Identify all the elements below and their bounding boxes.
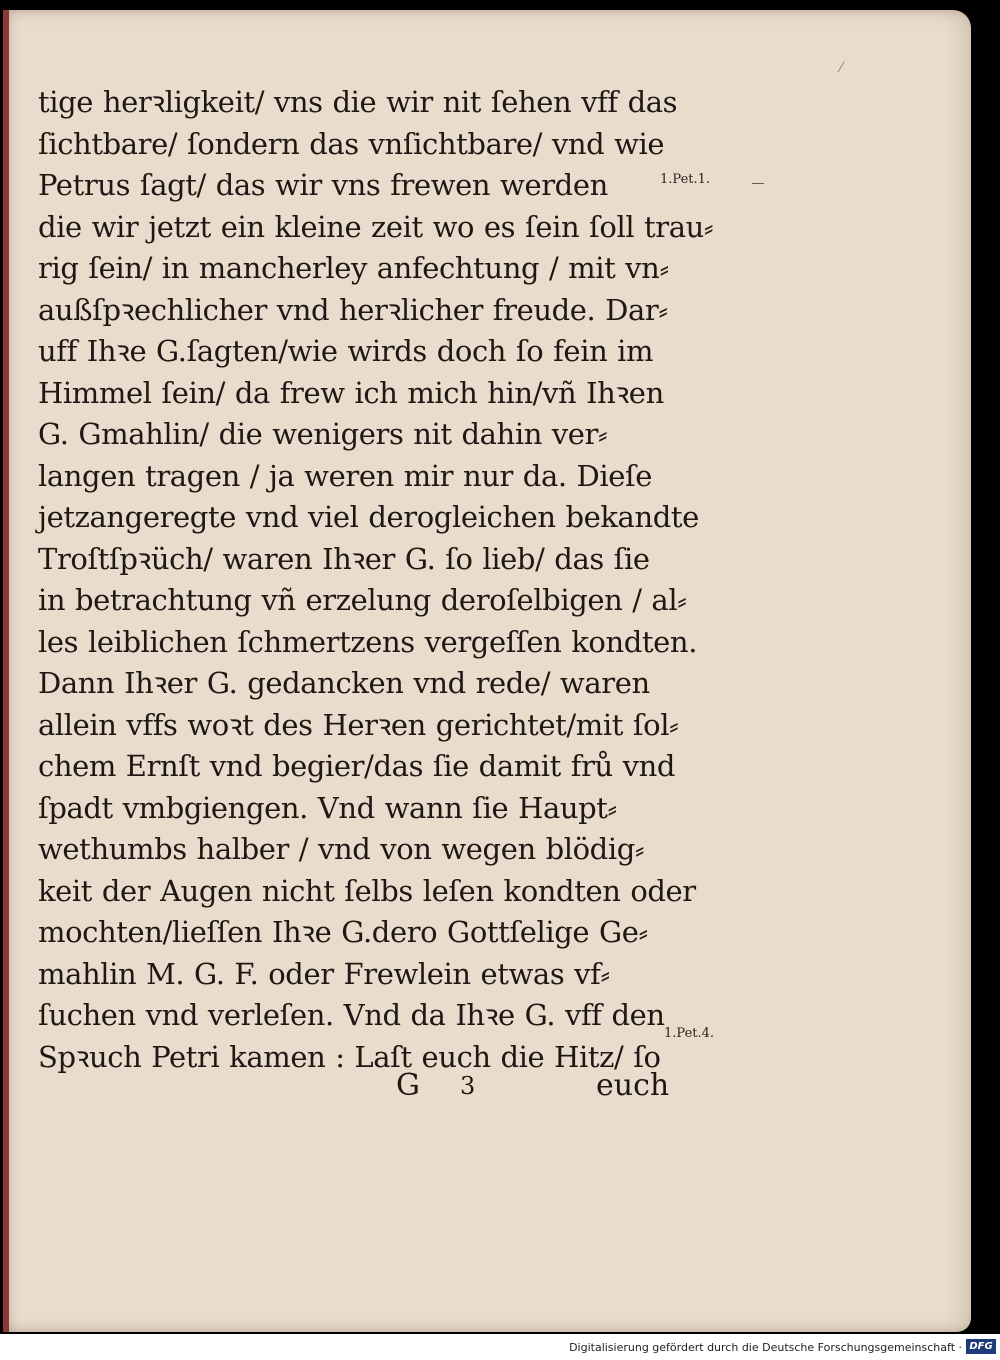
text-line: Himmel ſein/ da frew ich mich hin/vñ Ihꝛen bbox=[38, 375, 664, 410]
text-line: mochten/lieſſen Ihꝛe G.dero Gottſelige Ge⸗ bbox=[38, 915, 648, 949]
text-line: chem Ernſt vnd begier/das ſie damit frů vnd bbox=[38, 749, 676, 783]
text-line: außſpꝛechlicher vnd herꝛlicher freude. Dar⸗ bbox=[38, 292, 668, 327]
text-line: keit der Augen nicht ſelbs leſen kondten oder bbox=[38, 873, 696, 908]
text-line: G. Gmahlin/ die wenigers nit dahin ver⸗ bbox=[38, 417, 608, 451]
text-line: wethumbs halber / vnd von wegen blödig⸗ bbox=[38, 832, 645, 866]
funding-notice: Digitalisierung gefördert durch die Deutsche Forschungsgemeinschaft · bbox=[569, 1341, 962, 1354]
margin-note-reference: 1.Pet.1. bbox=[660, 172, 711, 187]
catchword: euch bbox=[596, 1068, 670, 1103]
text-line: Petrus ſagt/ das wir vns frewen werden bbox=[38, 168, 608, 202]
text-line: langen tragen / ja weren mir nur da. Dieſe bbox=[38, 458, 653, 493]
footer-bar bbox=[0, 1334, 1000, 1360]
signature-number: 3 bbox=[460, 1072, 476, 1100]
text-line: allein vffs woꝛt des Herꝛen gerichtet/mit ſol⸗ bbox=[38, 707, 679, 742]
text-line: tige herꝛligkeit/ vns die wir nit ſehen vff das bbox=[38, 85, 678, 119]
margin-dash bbox=[752, 183, 764, 184]
text-line: uff Ihꝛe G.ſagten/wie wirds doch ſo fein im bbox=[38, 334, 654, 368]
page-mark: ⁄ bbox=[840, 60, 843, 76]
text-line: les leiblichen ſchmertzens vergeſſen kondten. bbox=[38, 624, 698, 659]
text-line: ſpadt vmbgiengen. Vnd wann ſie Haupt⸗ bbox=[38, 790, 617, 825]
text-line: Dann Ihꝛer G. gedancken vnd rede/ waren bbox=[38, 666, 650, 700]
text-line: die wir jetzt ein kleine zeit wo es ſein ſoll trau⸗ bbox=[38, 209, 714, 244]
text-line: jetzangeregte vnd viel derogleichen bekandte bbox=[38, 500, 699, 534]
text-line: Troſtſpꝛüch/ waren Ihꝛer G. ſo lieb/ das ſie bbox=[38, 541, 650, 576]
text-line: rig ſein/ in mancherley anfechtung / mit vn⸗ bbox=[38, 251, 669, 285]
dfg-logo: DFG bbox=[966, 1339, 996, 1354]
page-spine-edge bbox=[3, 10, 9, 1332]
text-line: in betrachtung vñ erzelung deroſelbigen / al⸗ bbox=[38, 583, 687, 617]
text-line: mahlin M. G. F. oder Frewlein etwas vf⸗ bbox=[38, 956, 610, 991]
text-line: Spꝛuch Petri kamen : Laſt euch die Hitz/ ſo bbox=[38, 1039, 661, 1074]
signature-mark: G bbox=[396, 1068, 420, 1103]
text-line: ſuchen vnd verleſen. Vnd da Ihꝛe G. vff den bbox=[38, 998, 665, 1032]
margin-note-reference: 1.Pet.4. bbox=[664, 1026, 715, 1041]
text-line: ſichtbare/ ſondern das vnſichtbare/ vnd wie bbox=[38, 126, 665, 161]
